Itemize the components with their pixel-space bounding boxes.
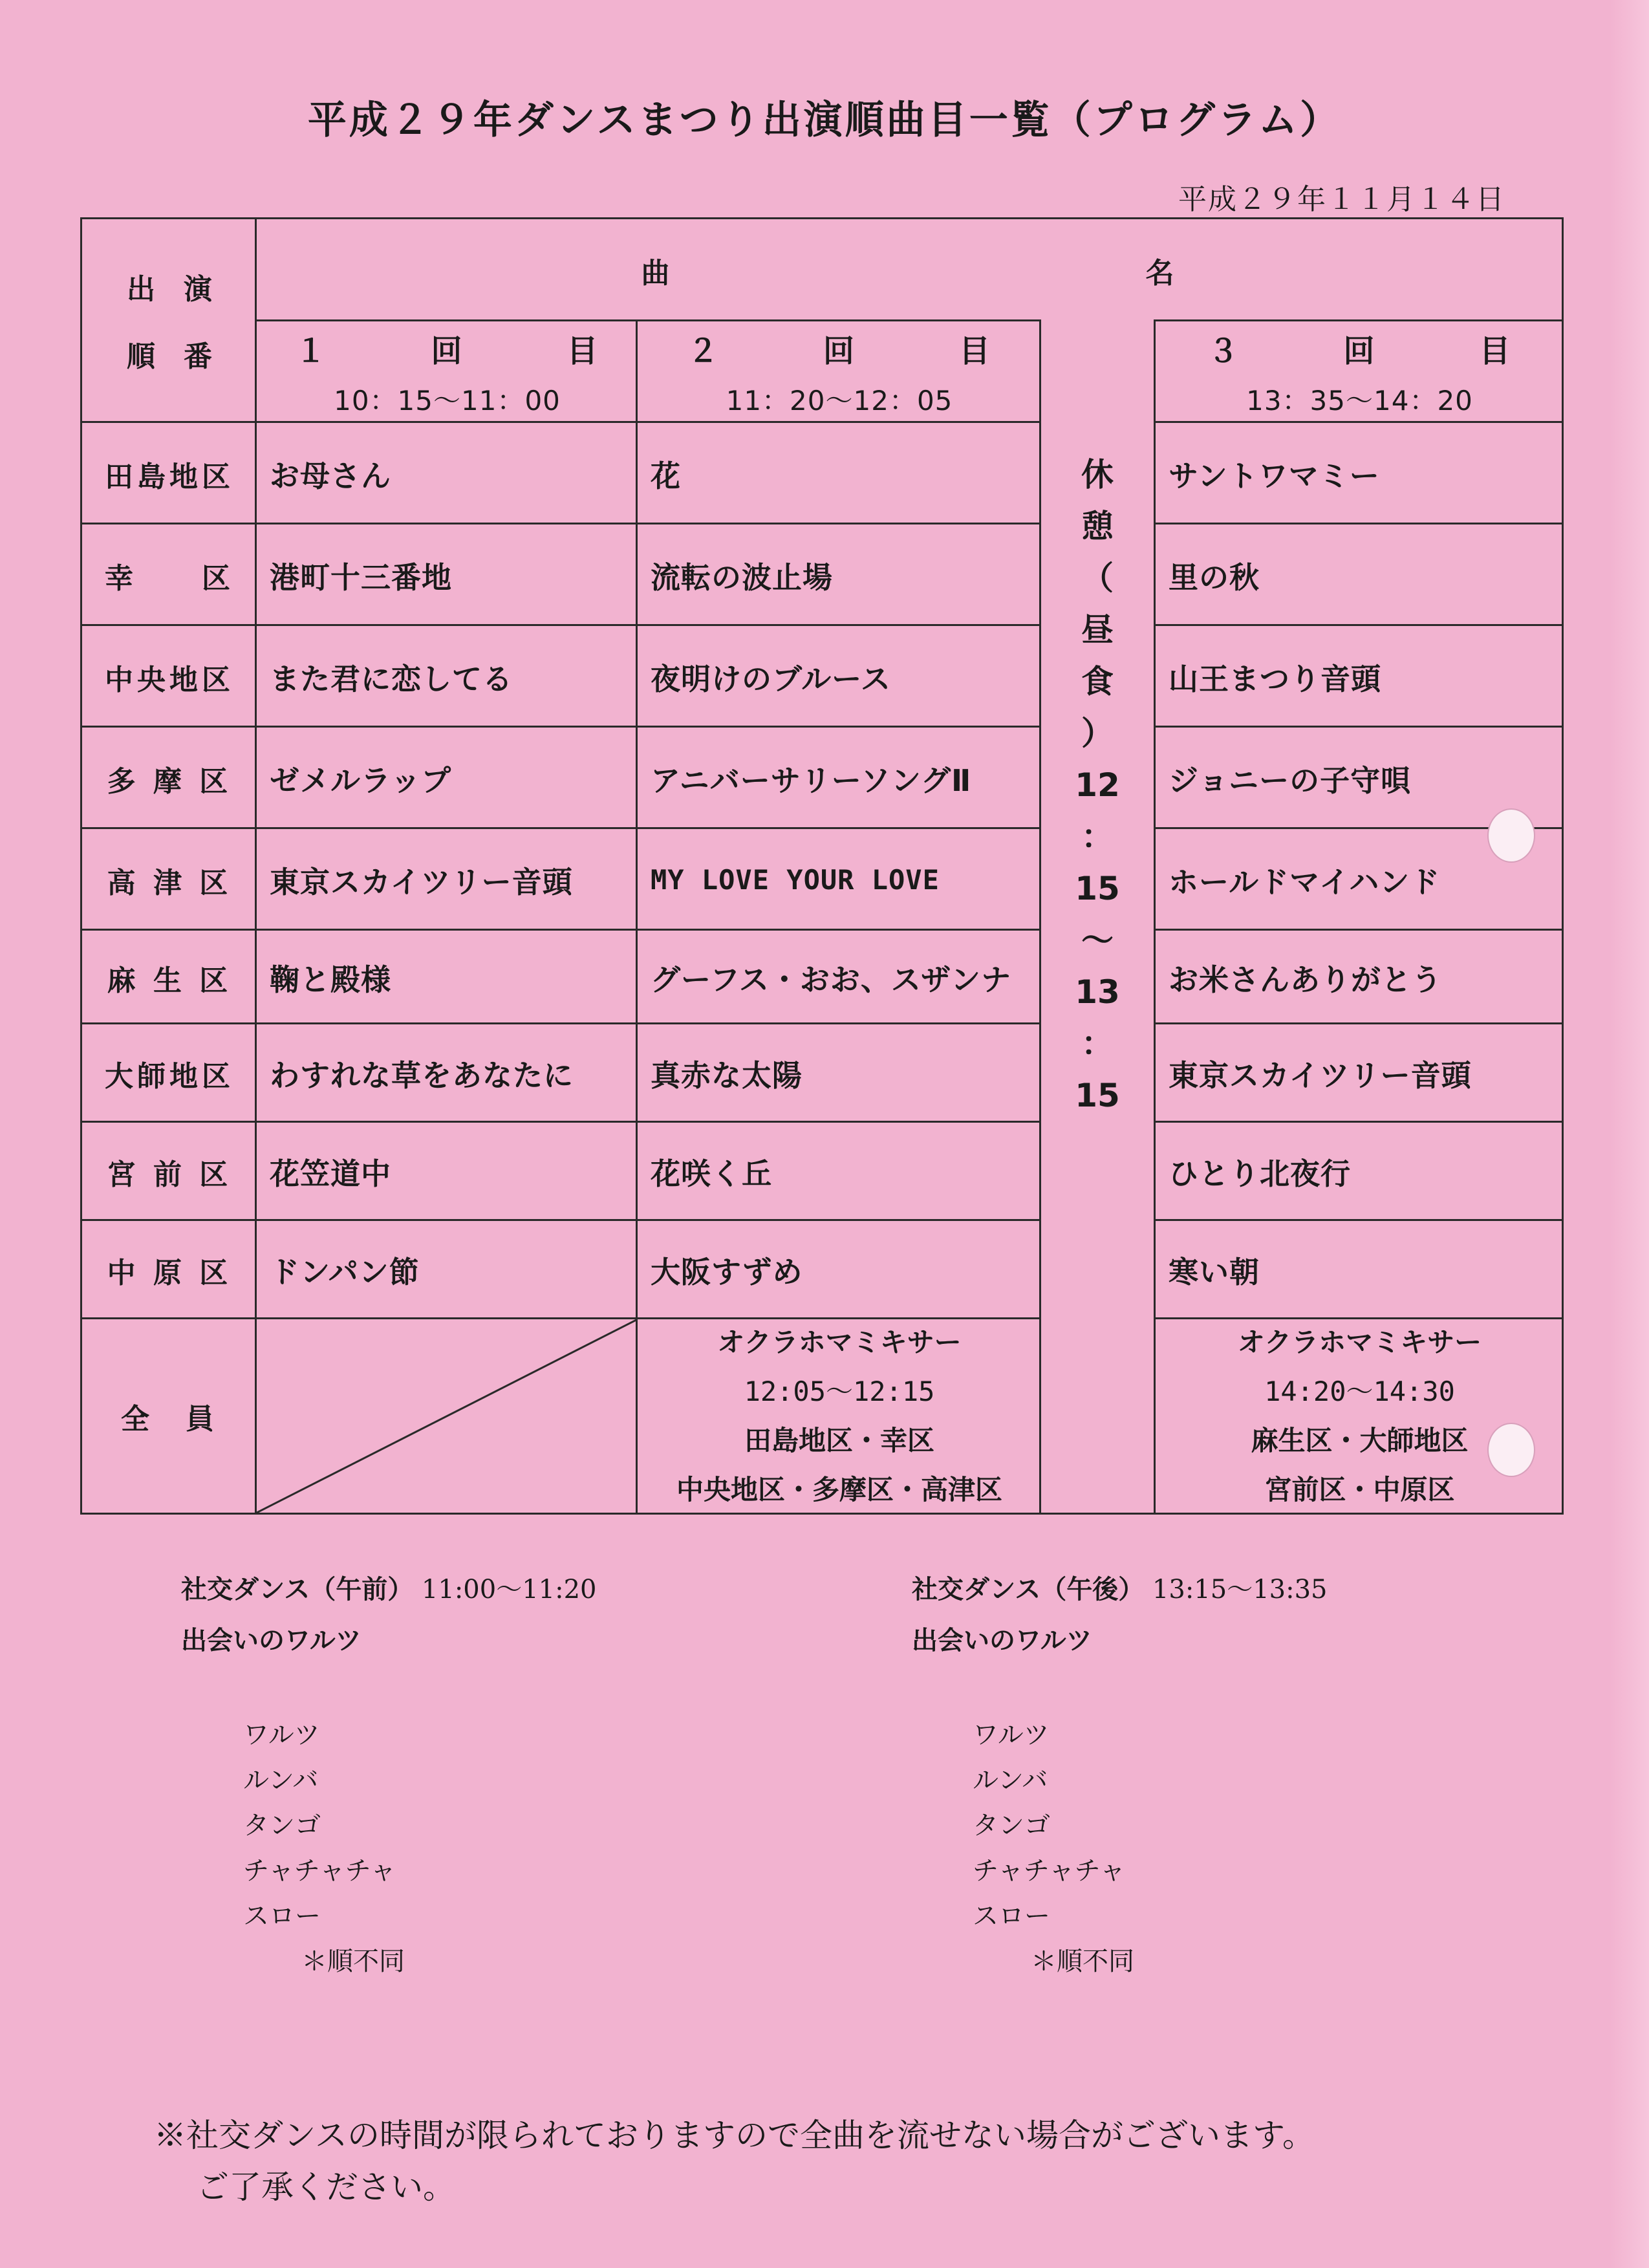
document-date: 平成２９年１１月１４日 xyxy=(1178,183,1505,216)
page-title: 平成２９年ダンスまつり出演順曲目一覧（プログラム） xyxy=(307,98,1342,143)
round-1-num: １ xyxy=(295,333,328,369)
song-r3: 東京スカイツリー音頭 xyxy=(1154,1022,1564,1123)
dance-item: スロー xyxy=(973,1901,1050,1931)
district-cell: 幸 区 xyxy=(80,523,257,626)
song-r1: また君に恋してる xyxy=(255,624,638,728)
song-r1: ゼメルラップ xyxy=(255,726,638,829)
round-3-time: 13：35〜14：20 xyxy=(1246,385,1473,416)
all-row-r2-groups-1: 田島地区・幸区 xyxy=(744,1424,934,1456)
dance-item: ワルツ xyxy=(973,1720,1050,1750)
song-r2: 夜明けのブルース xyxy=(636,624,1041,728)
dance-item: ルンバ xyxy=(243,1766,319,1795)
social-dance-pm xyxy=(912,1569,1327,1657)
social-am-heading: 社交ダンス（午前） xyxy=(181,1575,414,1604)
district-cell: 麻 生 区 xyxy=(80,929,257,1024)
dance-item: タンゴ xyxy=(243,1811,321,1841)
song-r2: 花咲く丘 xyxy=(636,1121,1041,1221)
social-dance-am xyxy=(181,1569,596,1657)
all-row-r3 xyxy=(1154,1317,1564,1513)
district-cell: 高 津 区 xyxy=(80,827,257,931)
dance-item: ワルツ xyxy=(243,1720,320,1750)
social-pm-first: 出会いのワルツ xyxy=(912,1626,1092,1656)
break-char: ： xyxy=(1081,818,1114,856)
song-r2: MY LOVE YOUR LOVE xyxy=(636,827,1041,931)
song-r2: 花 xyxy=(636,421,1041,524)
break-char: 休 xyxy=(1081,456,1114,493)
diagonal-line xyxy=(257,1319,638,1513)
all-row-r3-time: 14:20〜14:30 xyxy=(1264,1375,1455,1407)
song-r1: 花笠道中 xyxy=(255,1121,638,1221)
song-r1: ドンパン節 xyxy=(255,1219,638,1319)
social-am-first: 出会いのワルツ xyxy=(181,1626,361,1656)
all-row-r2 xyxy=(636,1317,1041,1513)
program-table xyxy=(80,217,1564,1515)
corner-header xyxy=(80,217,257,421)
song-r2: アニバーサリーソングⅡ xyxy=(636,726,1041,829)
footnote xyxy=(154,2110,1315,2213)
break-char: 昼 xyxy=(1081,611,1114,649)
punch-hole xyxy=(1487,808,1535,863)
district-cell: 大師地区 xyxy=(80,1022,257,1123)
dance-list-am xyxy=(243,1712,405,1984)
all-row-r1-empty xyxy=(255,1317,638,1513)
break-char: 13 xyxy=(1075,973,1120,1011)
song-r1: わすれな草をあなたに xyxy=(255,1022,638,1123)
corner-label-1: 出 演 xyxy=(127,273,212,306)
round-2-header xyxy=(636,319,1041,423)
social-pm-time: 13:15〜13:35 xyxy=(1152,1575,1328,1604)
punch-hole xyxy=(1487,1423,1535,1477)
all-row-r3-groups-2: 宮前区・中原区 xyxy=(1264,1473,1455,1506)
song-r1: 鞠と殿様 xyxy=(255,929,638,1024)
dance-item: ルンバ xyxy=(973,1766,1048,1795)
songs-header-label: 曲 名 xyxy=(641,257,1180,290)
round-1-header xyxy=(255,319,638,423)
dance-item: タンゴ xyxy=(973,1811,1050,1841)
district-cell: 多 摩 区 xyxy=(80,726,257,829)
round-2-num: ２ xyxy=(687,333,720,369)
all-row-r3-song: オクラホマミキサー xyxy=(1237,1326,1482,1358)
footnote-line-1: ※社交ダンスの時間が限られておりますので全曲を流せない場合がございます。 xyxy=(154,2117,1315,2154)
break-char: ） xyxy=(1081,715,1114,752)
round-2-label-b: 目 xyxy=(958,333,991,369)
all-row-r2-song: オクラホマミキサー xyxy=(717,1326,962,1358)
social-am-time: 11:00〜11:20 xyxy=(421,1575,597,1604)
order-note: ＊順不同 xyxy=(1031,1947,1134,1976)
all-row-r3-groups-1: 麻生区・大師地区 xyxy=(1251,1424,1469,1456)
footnote-line-2: ご了承ください。 xyxy=(197,2168,455,2206)
break-char: 12 xyxy=(1075,766,1120,804)
song-r3: ひとり北夜行 xyxy=(1154,1121,1564,1221)
song-r3: 寒い朝 xyxy=(1154,1219,1564,1319)
all-row-r2-time: 12:05〜12:15 xyxy=(744,1375,935,1407)
page-edge xyxy=(1610,0,1649,2268)
round-1-label-b: 目 xyxy=(566,333,599,369)
order-note: ＊順不同 xyxy=(301,1947,405,1976)
break-char: 15 xyxy=(1075,1077,1120,1114)
round-2-label-a: 回 xyxy=(823,333,856,369)
all-row-label: 全 員 xyxy=(80,1317,257,1513)
song-r2: 流転の波止場 xyxy=(636,523,1041,626)
all-row-r2-groups-2: 中央地区・多摩区・高津区 xyxy=(676,1473,1002,1506)
round-3-num: ３ xyxy=(1207,333,1240,369)
round-1-label-a: 回 xyxy=(431,333,464,369)
corner-label-2: 順 番 xyxy=(127,340,212,373)
songs-header xyxy=(255,217,1564,321)
song-r2: 大阪すずめ xyxy=(636,1219,1041,1319)
district-cell: 中央地区 xyxy=(80,624,257,728)
round-2-time: 11：20〜12：05 xyxy=(726,385,953,416)
song-r2: グーフス・おお、スザンナ xyxy=(636,929,1041,1024)
round-3-header xyxy=(1154,319,1564,423)
round-3-label-a: 回 xyxy=(1343,333,1376,369)
break-char: 食 xyxy=(1081,663,1114,700)
dance-item: チャチャチャ xyxy=(973,1856,1126,1886)
break-char: 〜 xyxy=(1081,922,1114,959)
dance-item: スロー xyxy=(243,1901,321,1931)
social-pm-heading: 社交ダンス（午後） xyxy=(912,1575,1145,1604)
song-r3: お米さんありがとう xyxy=(1154,929,1564,1024)
break-char: 15 xyxy=(1075,870,1120,907)
district-cell: 田島地区 xyxy=(80,421,257,524)
district-cell: 宮 前 区 xyxy=(80,1121,257,1221)
break-char: （ xyxy=(1081,559,1114,597)
song-r3: サントワマミー xyxy=(1154,421,1564,524)
break-char: ： xyxy=(1081,1025,1114,1063)
song-r1: 港町十三番地 xyxy=(255,523,638,626)
song-r1: お母さん xyxy=(255,421,638,524)
district-cell: 中 原 区 xyxy=(80,1219,257,1319)
song-r3: 里の秋 xyxy=(1154,523,1564,626)
break-char: 憩 xyxy=(1081,508,1114,545)
round-3-label-b: 目 xyxy=(1479,333,1512,369)
song-r3: ホールドマイハンド xyxy=(1154,827,1564,931)
lunch-break-column xyxy=(1039,319,1156,1513)
song-r2: 真赤な太陽 xyxy=(636,1022,1041,1123)
round-1-time: 10：15〜11：00 xyxy=(334,385,561,416)
song-r1: 東京スカイツリー音頭 xyxy=(255,827,638,931)
dance-item: チャチャチャ xyxy=(243,1856,396,1886)
song-r3: 山王まつり音頭 xyxy=(1154,624,1564,728)
song-r3: ジョニーの子守唄 xyxy=(1154,726,1564,829)
dance-list-pm xyxy=(973,1712,1134,1984)
